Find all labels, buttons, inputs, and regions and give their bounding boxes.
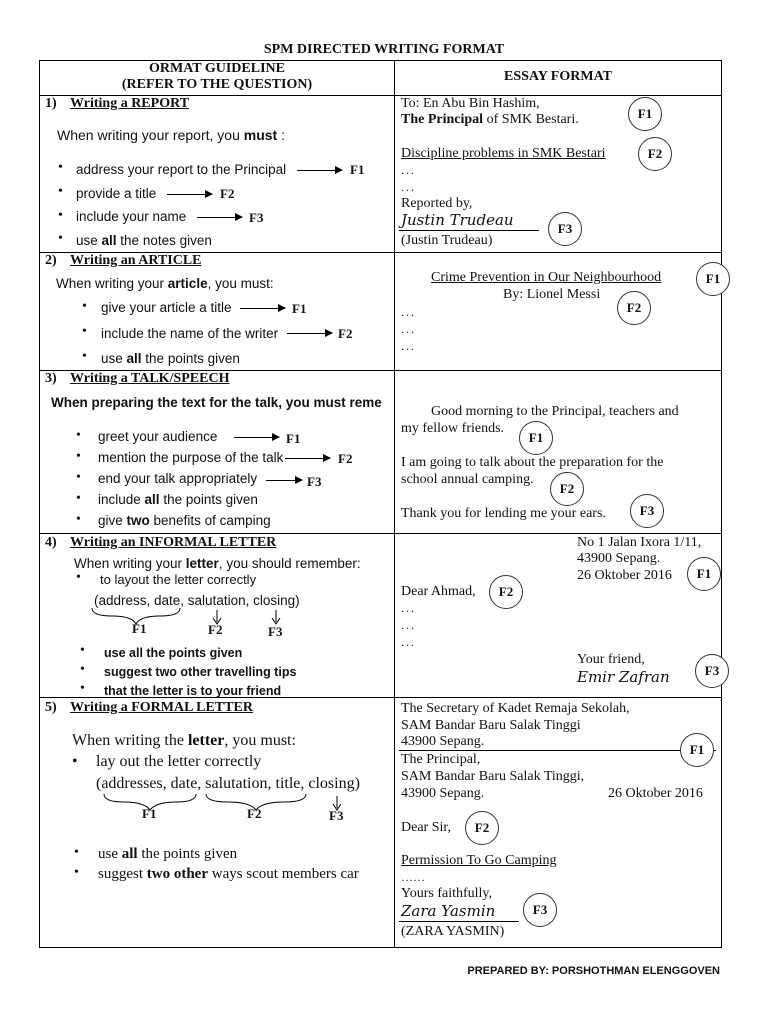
informal-item-2: use all the points given bbox=[104, 646, 243, 660]
bullet: • bbox=[80, 681, 85, 696]
talk-greeting-1: Good morning to the Principal, teachers and bbox=[431, 404, 679, 419]
arrow-icon bbox=[240, 308, 285, 309]
formal-item-3: suggest two other ways scout members car bbox=[98, 866, 359, 882]
formal-f2-marker: F2 bbox=[465, 811, 499, 845]
informal-f1-marker: F1 bbox=[687, 557, 721, 591]
formal-receiver-2: SAM Bandar Baru Salak Tinggi, bbox=[401, 769, 585, 784]
article-intro: When writing your article, you must: bbox=[56, 276, 274, 291]
bullet: • bbox=[74, 845, 79, 860]
informal-salutation: Dear Ahmad, bbox=[401, 584, 476, 599]
row-divider bbox=[39, 533, 722, 534]
arrow-icon bbox=[285, 458, 330, 459]
formal-name: (ZARA YASMIN) bbox=[401, 924, 505, 939]
bullet: • bbox=[76, 570, 81, 585]
bullet: • bbox=[58, 160, 63, 175]
ellipsis: ... bbox=[401, 305, 416, 319]
informal-label-f1: F1 bbox=[132, 621, 147, 636]
article-item-1: give your article a title bbox=[101, 300, 232, 315]
article-f2-marker: F2 bbox=[617, 291, 651, 325]
formal-number: 5) bbox=[45, 700, 57, 715]
informal-intro: When writing your letter, you should remember: bbox=[74, 556, 361, 571]
informal-item-4: that the letter is to your friend bbox=[104, 684, 282, 698]
talk-f1-marker: F1 bbox=[519, 421, 553, 455]
footer-credit: PREPARED BY: PORSHOTHMAN ELENGGOVEN bbox=[467, 965, 720, 977]
report-label-f2: F2 bbox=[220, 186, 235, 201]
signature-line bbox=[399, 230, 539, 231]
header-right: ESSAY FORMAT bbox=[503, 69, 612, 84]
bullet: • bbox=[76, 428, 81, 443]
formal-signature: Zara Yasmin bbox=[401, 902, 496, 920]
informal-item-3: suggest two other travelling tips bbox=[104, 665, 297, 679]
column-divider bbox=[394, 60, 395, 948]
bullet: • bbox=[72, 753, 78, 770]
talk-heading: Writing a TALK/SPEECH bbox=[70, 371, 230, 386]
signature-line bbox=[399, 921, 519, 922]
formal-date: 26 Oktober 2016 bbox=[608, 786, 703, 801]
informal-number: 4) bbox=[45, 535, 57, 550]
report-signature: Justin Trudeau bbox=[401, 211, 514, 229]
bullet: • bbox=[58, 231, 63, 246]
talk-f3-marker: F3 bbox=[630, 494, 664, 528]
talk-greeting-2: my fellow friends. bbox=[401, 421, 505, 436]
informal-label-f3: F3 bbox=[268, 624, 283, 639]
informal-closing: Your friend, bbox=[577, 652, 645, 667]
formal-f1-marker: F1 bbox=[680, 733, 714, 767]
ellipsis: ... bbox=[401, 322, 416, 336]
report-reported-by: Reported by, bbox=[401, 196, 473, 211]
informal-label-f2: F2 bbox=[208, 622, 223, 637]
formal-receiver-3: 43900 Sepang. bbox=[401, 786, 485, 801]
brace-icon bbox=[88, 606, 318, 628]
bullet: • bbox=[80, 643, 85, 658]
talk-closing: Thank you for lending me your ears. bbox=[401, 506, 606, 521]
formal-item-2: use all the points given bbox=[98, 846, 238, 862]
bullet: • bbox=[58, 208, 63, 223]
arrow-icon bbox=[287, 333, 332, 334]
report-label-f1: F1 bbox=[350, 162, 365, 177]
formal-intro: When writing the letter, you must: bbox=[72, 732, 296, 749]
report-f2-marker: F2 bbox=[638, 137, 672, 171]
address-divider bbox=[399, 750, 716, 751]
report-subject: Discipline problems in SMK Bestari bbox=[401, 146, 606, 161]
report-f1-marker: F1 bbox=[628, 97, 662, 131]
formal-closing: Yours faithfully, bbox=[401, 886, 493, 901]
informal-address-1: No 1 Jalan Ixora 1/11, bbox=[577, 535, 702, 550]
brace-icon bbox=[100, 792, 360, 814]
informal-heading: Writing an INFORMAL LETTER bbox=[70, 535, 277, 550]
informal-f2-marker: F2 bbox=[489, 575, 523, 609]
bullet: • bbox=[74, 865, 79, 880]
talk-number: 3) bbox=[45, 371, 57, 386]
informal-date: 26 Oktober 2016 bbox=[577, 568, 672, 583]
formal-sender-1: The Secretary of Kadet Remaja Sekolah, bbox=[401, 701, 630, 716]
report-to: To: En Abu Bin Hashim, bbox=[401, 96, 540, 111]
formal-item-1: lay out the letter correctly bbox=[96, 753, 262, 770]
bullet: • bbox=[76, 512, 81, 527]
informal-address-2: 43900 Sepang. bbox=[577, 551, 661, 566]
header-left-line1: ORMAT GUIDELINE bbox=[148, 61, 285, 76]
talk-label-f3: F3 bbox=[307, 474, 322, 489]
formal-f3-marker: F3 bbox=[523, 893, 557, 927]
bullet: • bbox=[58, 184, 63, 199]
header-left-line2: (REFER TO THE QUESTION) bbox=[121, 77, 313, 92]
talk-item-1: greet your audience bbox=[98, 429, 218, 444]
ellipsis: ... bbox=[401, 163, 416, 177]
formal-subject: Permission To Go Camping bbox=[401, 853, 557, 868]
talk-item-4: include all the points given bbox=[98, 492, 258, 507]
formal-label-f3: F3 bbox=[329, 808, 344, 823]
talk-purpose-2: school annual camping. bbox=[401, 472, 534, 487]
arrow-icon bbox=[234, 437, 279, 438]
article-f1-marker: F1 bbox=[696, 262, 730, 296]
arrow-icon bbox=[167, 194, 212, 195]
article-label-f2: F2 bbox=[338, 326, 353, 341]
report-heading: Writing a REPORT bbox=[70, 96, 190, 111]
talk-purpose-1: I am going to talk about the preparation for the bbox=[401, 455, 664, 470]
ellipsis: ... bbox=[401, 618, 416, 632]
report-number: 1) bbox=[45, 96, 57, 111]
article-label-f1: F1 bbox=[292, 301, 307, 316]
bullet: • bbox=[80, 662, 85, 677]
report-label-f3: F3 bbox=[249, 210, 264, 225]
report-principal: The Principal of SMK Bestari. bbox=[401, 112, 579, 127]
talk-intro: When preparing the text for the talk, you must reme bbox=[51, 395, 382, 410]
report-item-1: address your report to the Principal bbox=[76, 162, 287, 177]
talk-item-2: mention the purpose of the talk bbox=[98, 450, 284, 465]
ellipsis: ... bbox=[401, 601, 416, 615]
talk-label-f2: F2 bbox=[338, 451, 353, 466]
formal-dots: …… bbox=[401, 870, 425, 884]
talk-item-5: give two benefits of camping bbox=[98, 513, 271, 528]
formal-sender-3: 43900 Sepang. bbox=[401, 734, 485, 749]
bullet: • bbox=[82, 324, 87, 339]
bullet: • bbox=[76, 470, 81, 485]
formal-salutation: Dear Sir, bbox=[401, 820, 451, 835]
article-headline: Crime Prevention in Our Neighbourhood bbox=[431, 270, 662, 285]
ellipsis: ... bbox=[401, 339, 416, 353]
report-name: (Justin Trudeau) bbox=[401, 233, 493, 248]
ellipsis: ... bbox=[401, 635, 416, 649]
bullet: • bbox=[76, 491, 81, 506]
arrow-icon bbox=[197, 217, 242, 218]
formal-sender-2: SAM Bandar Baru Salak Tinggi bbox=[401, 718, 581, 733]
page-title: SPM DIRECTED WRITING FORMAT bbox=[263, 42, 505, 57]
report-item-4: use all the notes given bbox=[76, 233, 212, 248]
report-f3-marker: F3 bbox=[548, 212, 582, 246]
bullet: • bbox=[82, 349, 87, 364]
report-intro: When writing your report, you must : bbox=[57, 127, 285, 143]
report-item-2: provide a title bbox=[76, 186, 157, 201]
article-heading: Writing an ARTICLE bbox=[70, 253, 202, 268]
formal-label-f2: F2 bbox=[247, 806, 262, 821]
talk-label-f1: F1 bbox=[286, 431, 301, 446]
ellipsis: ... bbox=[401, 180, 416, 194]
article-item-3: use all the points given bbox=[101, 351, 240, 366]
formal-receiver-1: The Principal, bbox=[401, 752, 481, 767]
bullet: • bbox=[82, 299, 87, 314]
article-byline: By: Lionel Messi bbox=[503, 287, 601, 302]
informal-parts: (address, date, salutation, closing) bbox=[94, 593, 300, 608]
arrow-icon bbox=[266, 480, 302, 481]
formal-heading: Writing a FORMAL LETTER bbox=[70, 700, 253, 715]
arrow-icon bbox=[297, 170, 342, 171]
formal-label-f1: F1 bbox=[142, 806, 157, 821]
talk-f2-marker: F2 bbox=[550, 472, 584, 506]
report-item-3: include your name bbox=[76, 209, 187, 224]
informal-f3-marker: F3 bbox=[695, 654, 729, 688]
informal-signature: Emir Zafran bbox=[577, 668, 670, 686]
formal-parts: (addresses, date, salutation, title, closing) bbox=[96, 775, 360, 792]
bullet: • bbox=[76, 449, 81, 464]
informal-item-1: to layout the letter correctly bbox=[100, 572, 257, 587]
article-item-2: include the name of the writer bbox=[101, 326, 279, 341]
article-number: 2) bbox=[45, 253, 57, 268]
talk-item-3: end your talk appropriately bbox=[98, 471, 258, 486]
